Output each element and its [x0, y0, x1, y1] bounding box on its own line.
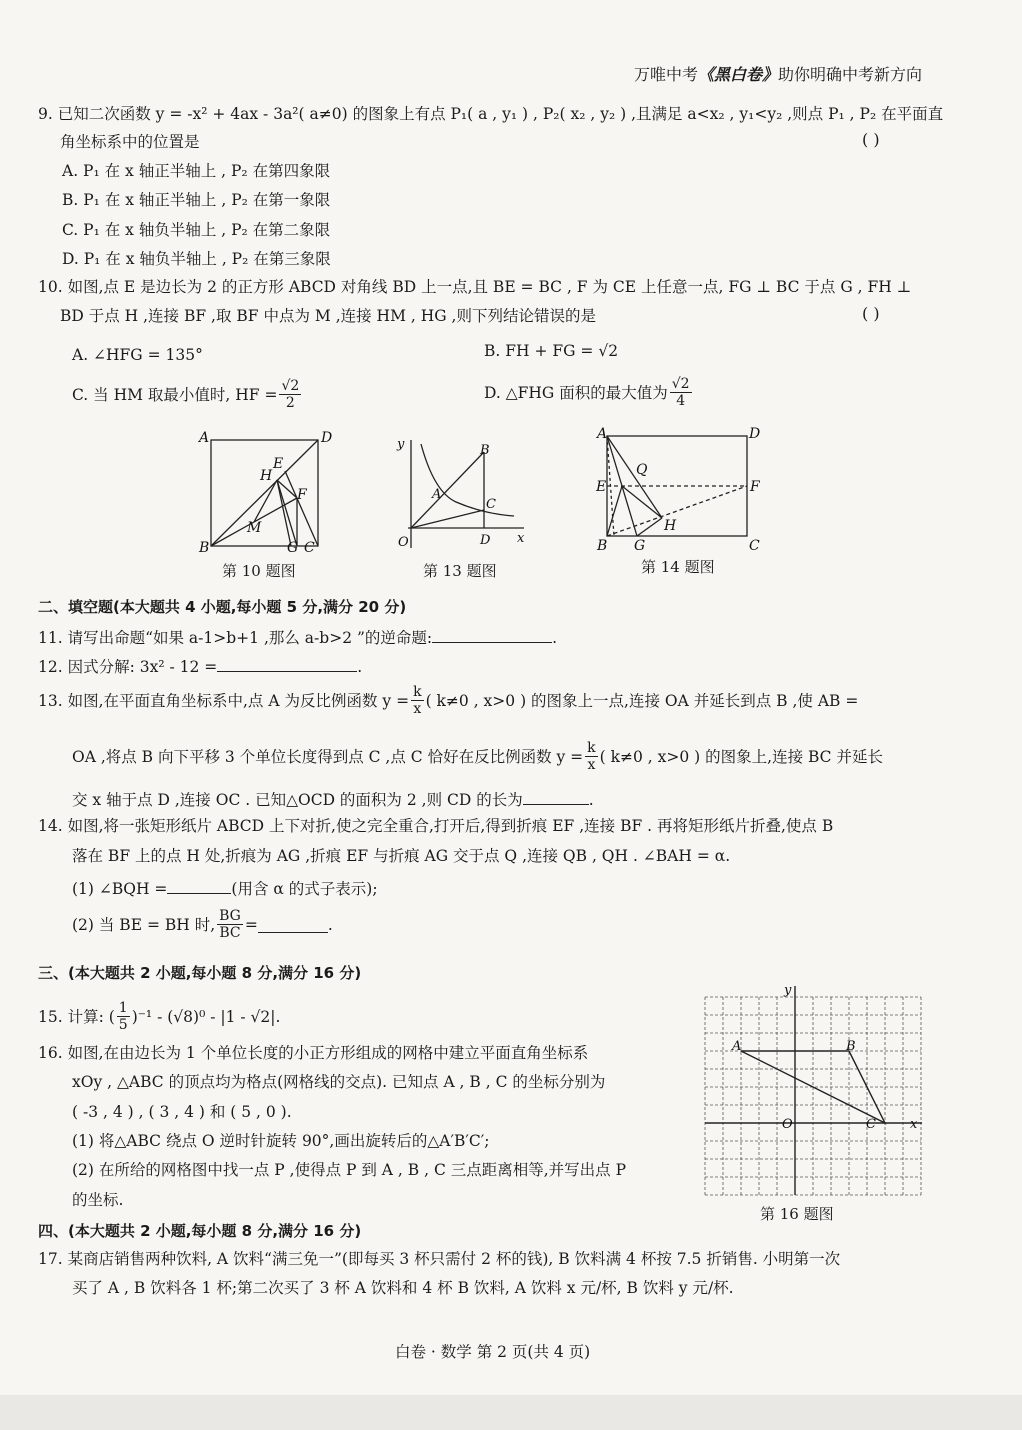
segment-ce — [285, 471, 318, 546]
q13-line1-text-b: ( k≠0 , x>0 ) 的图象上一点,连接 OA 并延长到点 B ,使 AB = — [425, 691, 859, 710]
q11-text: 11. 请写出命题“如果 a-1>b+1 ,那么 a-b>2 ”的逆命题: — [38, 629, 433, 647]
q14-line2: 落在 BF 上的点 H 处,折痕为 AG ,折痕 EF 与折痕 AG 交于点 Q ,连接 QB , QH . ∠BAH = α. — [72, 847, 731, 865]
q11-period: . — [552, 629, 558, 647]
q10-line2: BD 于点 H ,连接 BF ,取 BF 中点为 M ,连接 HM , HG ,则下列结论错误的是 — [60, 307, 596, 325]
label-d: D — [480, 533, 491, 548]
q14-part1-blank — [167, 877, 231, 894]
label-y: y — [784, 983, 792, 998]
header-prefix: 万唯中考 — [633, 65, 698, 84]
q16-line1: 16. 如图,在由边长为 1 个单位长度的小正方形组成的网格中建立平面直角坐标系 — [38, 1044, 589, 1062]
figure-10-caption: 第 10 题图 — [222, 562, 296, 580]
q13-line2-text-b: ( k≠0 , x>0 ) 的图象上,连接 BC 并延长 — [599, 747, 883, 766]
label-a: A — [432, 487, 442, 502]
q13-line2-text-a: OA ,将点 B 向下平移 3 个单位长度得到点 C ,点 C 恰好在反比例函数 y = — [72, 747, 584, 766]
q14-part2 — [72, 908, 333, 941]
label-e: E — [273, 456, 284, 472]
q14-line1: 14. 如图,将一张矩形纸片 ABCD 上下对折,使之完全重合,打开后,得到折痕 EF ,连接 BF . 再将矩形纸片折叠,使点 B — [38, 817, 834, 835]
fraction-denominator: BC — [219, 925, 241, 941]
label-c: C — [486, 497, 496, 512]
label-o: O — [398, 535, 409, 550]
fraction-numerator: BG — [219, 908, 241, 924]
q14-part2-fraction — [217, 908, 243, 941]
q17-line1: 17. 某商店销售两种饮料, A 饮料“满三免一”(即每买 3 杯只需付 2 杯的钱), B 饮料满 4 杯按 7.5 折销售. 小明第一次 — [38, 1250, 841, 1268]
q13-period: . — [588, 791, 594, 809]
q9-option-d: D. P₁ 在 x 轴负半轴上 , P₂ 在第三象限 — [62, 250, 331, 268]
q14-part1 — [72, 877, 378, 899]
q14-period: . — [327, 915, 333, 934]
fraction-denominator: 5 — [118, 1017, 128, 1033]
hyperbola-curve — [421, 444, 514, 516]
q15-text-b: )⁻¹ - (√8)⁰ - |1 - √2|. — [131, 1007, 281, 1026]
q11-answer-blank — [432, 626, 552, 643]
q14-part2-equals: = — [244, 915, 258, 934]
segment-qb — [607, 486, 622, 536]
q10-option-d-text: D. △FHG 面积的最大值为 — [484, 383, 668, 402]
q9-option-c: C. P₁ 在 x 轴负半轴上 , P₂ 在第二象限 — [62, 221, 331, 239]
figure-10 — [195, 428, 345, 558]
label-a: A — [199, 430, 210, 446]
label-b: B — [597, 538, 608, 554]
label-m: M — [247, 520, 262, 536]
q10-option-d — [484, 376, 694, 409]
q12-answer-blank — [217, 655, 357, 672]
q16-line3: ( -3 , 4 ) , ( 3 , 4 ) 和 ( 5 , 0 ). — [72, 1103, 292, 1121]
q9-line1: 9. 已知二次函数 y = -x² + 4ax - 3a²( a≠0) 的图象上有点 P₁( a , y₁ ) , P₂( x₂ , y₂ ) ,且满足 a<x₂ , y₁<y₂ ,则点 P₁ , P₂ 在平面直 — [38, 105, 944, 123]
label-d: D — [321, 430, 333, 446]
label-d: D — [749, 426, 761, 442]
label-g: G — [287, 540, 299, 556]
q9-line2: 角坐标系中的位置是 — [60, 133, 200, 151]
label-h: H — [260, 468, 273, 484]
fraction-denominator: 4 — [676, 393, 686, 409]
label-b: B — [199, 540, 210, 556]
q9-option-a: A. P₁ 在 x 轴正半轴上 , P₂ 在第四象限 — [62, 162, 331, 180]
figure-14-caption: 第 14 题图 — [641, 558, 715, 576]
q16-line2: xOy , △ABC 的顶点均为格点(网格线的交点). 已知点 A , B , C 的坐标分别为 — [72, 1073, 606, 1091]
label-y: y — [397, 437, 405, 452]
label-f: F — [297, 487, 307, 503]
label-a: A — [597, 426, 608, 442]
q13-line2 — [72, 740, 883, 773]
segment-qh — [622, 486, 662, 518]
label-b: B — [480, 443, 490, 458]
segment-bf — [607, 486, 747, 536]
figure-14 — [592, 426, 772, 556]
fraction-denominator: x — [413, 701, 422, 717]
figure-16 — [700, 980, 930, 1200]
q16-line5: (2) 在所给的网格图中找一点 P ,使得点 P 到 A , B , C 三点距离相等,并写出点 P — [72, 1161, 627, 1179]
q13-fraction-k-over-x — [411, 684, 423, 717]
q14-part2-text-a: (2) 当 BE = BH 时, — [72, 915, 216, 934]
q9-answer-paren: ( ) — [862, 130, 880, 149]
segment-ah — [607, 436, 662, 518]
q16-line4: (1) 将△ABC 绕点 O 逆时针旋转 90°,画出旋转后的△A′B′C′; — [72, 1132, 490, 1150]
label-g: G — [634, 538, 646, 554]
q10-option-c — [72, 378, 303, 411]
header-suffix: 助你明确中考新方向 — [777, 65, 922, 84]
label-b: B — [846, 1039, 856, 1054]
fraction-numerator: 1 — [118, 1000, 128, 1016]
page-footer: 白卷 · 数学 第 2 页(共 4 页) — [395, 1343, 591, 1361]
label-e: E — [596, 479, 607, 495]
q10-answer-paren: ( ) — [862, 304, 880, 323]
segment-ob — [411, 452, 484, 528]
q15-text-a: 15. 计算: ( — [38, 1007, 115, 1026]
q17-line2: 买了 A , B 饮料各 1 杯;第二次买了 3 杯 A 饮料和 4 杯 B 饮料, A 饮料 x 元/杯, B 饮料 y 元/杯. — [72, 1279, 734, 1297]
q12 — [38, 655, 362, 677]
q13-line3-text: 交 x 轴于点 D ,连接 OC . 已知△OCD 的面积为 2 ,则 CD 的长为 — [72, 791, 523, 809]
fraction-denominator: 2 — [285, 395, 295, 411]
q15 — [38, 1000, 280, 1033]
page-header — [634, 62, 922, 85]
label-f: F — [750, 479, 760, 495]
label-x: x — [517, 531, 525, 546]
segment-oc — [411, 510, 484, 528]
label-h: H — [664, 518, 677, 534]
q9-option-b: B. P₁ 在 x 轴正半轴上 , P₂ 在第一象限 — [62, 191, 331, 209]
fraction-numerator: √2 — [671, 376, 690, 392]
fraction-numerator: k — [587, 740, 596, 756]
figure-16-caption: 第 16 题图 — [760, 1205, 834, 1223]
header-brand: 《黑白卷》 — [697, 65, 778, 84]
section-3-title: 三、(本大题共 2 小题,每小题 8 分,满分 16 分) — [38, 964, 362, 982]
q16-line6: 的坐标. — [72, 1191, 124, 1209]
label-q: Q — [636, 462, 648, 478]
fraction-denominator: x — [587, 757, 596, 773]
label-x: x — [910, 1117, 918, 1132]
q10-option-c-fraction — [279, 378, 301, 411]
label-c: C — [749, 538, 760, 554]
grid — [705, 997, 921, 1195]
q10-option-c-text: C. 当 HM 取最小值时, HF = — [72, 385, 278, 404]
q10-option-a: A. ∠HFG = 135° — [72, 346, 203, 364]
q10-line1: 10. 如图,点 E 是边长为 2 的正方形 ABCD 对角线 BD 上一点,且 BE = BC , F 为 CE 上任意一点, FG ⊥ BC 于点 G , FH ⊥ — [38, 278, 912, 296]
q12-period: . — [357, 658, 363, 676]
q11 — [38, 626, 557, 648]
q14-part1-text-a: (1) ∠BQH = — [72, 880, 168, 898]
q13-line1 — [38, 684, 858, 717]
figure-13 — [394, 430, 534, 555]
section-2-title: 二、填空题(本大题共 4 小题,每小题 5 分,满分 20 分) — [38, 598, 407, 616]
q13-line1-text-a: 13. 如图,在平面直角坐标系中,点 A 为反比例函数 y = — [38, 691, 410, 710]
q14-part1-text-b: (用含 α 的式子表示); — [231, 880, 378, 898]
q13-fraction-k-over-x-2 — [585, 740, 597, 773]
figure-13-caption: 第 13 题图 — [423, 562, 497, 580]
q13-line3 — [72, 788, 594, 810]
q14-part2-blank — [258, 916, 328, 933]
fraction-numerator: k — [413, 684, 422, 700]
q13-answer-blank — [523, 788, 589, 805]
q10-option-b: B. FH + FG = √2 — [484, 342, 619, 360]
label-c: C — [304, 540, 315, 556]
scan-bottom-edge — [0, 1395, 1022, 1430]
q15-fraction — [117, 1000, 130, 1033]
q12-text: 12. 因式分解: 3x² - 12 = — [38, 658, 218, 676]
label-c: C — [866, 1117, 876, 1132]
label-a: A — [732, 1039, 742, 1054]
label-o: O — [782, 1117, 793, 1132]
fraction-numerator: √2 — [281, 378, 300, 394]
q10-option-d-fraction — [670, 376, 692, 409]
section-4-title: 四、(本大题共 2 小题,每小题 8 分,满分 16 分) — [38, 1222, 362, 1240]
